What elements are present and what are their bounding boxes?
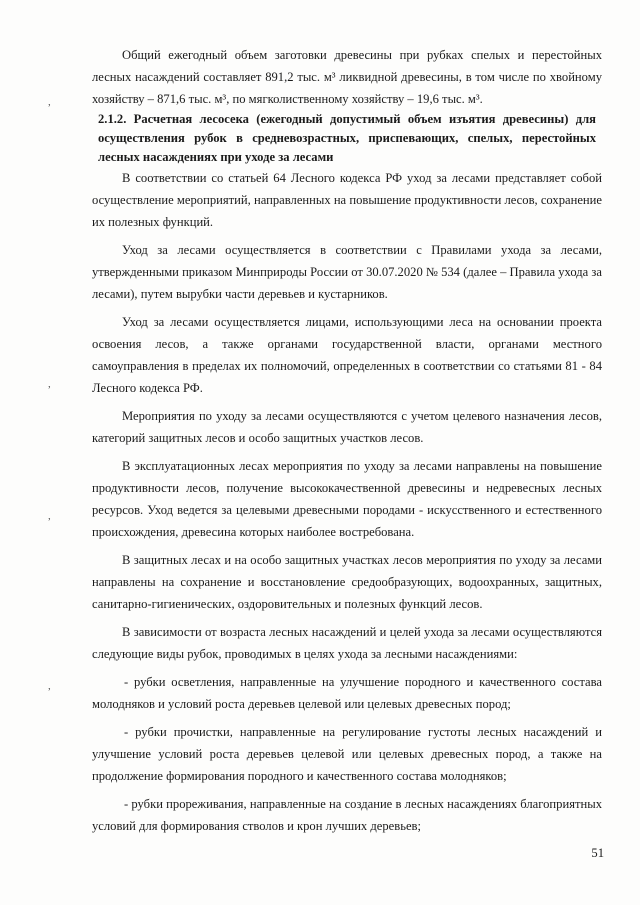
- margin-mark: ,: [48, 96, 51, 108]
- section-heading: 2.1.2. Расчетная лесосека (ежегодный допустимый объем изъятия древесины) для осуществления рубок в средневозрастных, приспевающих, спелых, перестойных лесных насаждениях при уходе за лесами: [98, 112, 596, 164]
- paragraph-rules: Уход за лесами осуществляется в соответствии с Правилами ухода за лесами, утвержденными приказом Минприроды России от 30.07.2020 № 534 (далее – Правила ухода за лесами), путем вырубки части деревьев и кустарников.: [92, 243, 602, 301]
- paragraph-felling-types: В зависимости от возраста лесных насаждений и целей ухода за лесами осуществляются следующие виды рубок, проводимых в целях ухода за лесными насаждениями:: [92, 625, 602, 661]
- bullet-clarification-felling: - рубки осветления, направленные на улучшение породного и качественного состава молодняков и условий роста деревьев целевой или целевых древесных пород;: [92, 675, 602, 711]
- intro-paragraph: Общий ежегодный объем заготовки древесины при рубках спелых и перестойных лесных насаждений составляет 891,2 тыс. м³ ликвидной древесины, в том числе по хвойному хозяйству – 871,6 тыс. м³, по мягколиственному хозяйству – 19,6 тыс. м³.: [92, 48, 602, 106]
- paragraph-performers: Уход за лесами осуществляется лицами, использующими леса на основании проекта освоения лесов, а также органами государственной власти, органами местного самоуправления в пределах их полномочий, определенных в соответствии со статьями 81 - 84 Лесного кодекса РФ.: [92, 315, 602, 395]
- document-body: [92, 44, 602, 837]
- paragraph-protective-forests: В защитных лесах и на особо защитных участках лесов мероприятия по уходу за лесами направлены на сохранение и восстановление средообразующих, водоохранных, защитных, санитарно-гигиенических, оздоровительных и полезных функций лесов.: [92, 553, 602, 611]
- margin-mark: ,: [48, 378, 51, 390]
- page-number: 51: [591, 846, 604, 860]
- paragraph-statute: В соответствии со статьей 64 Лесного кодекса РФ уход за лесами представляет собой осуществление мероприятий, направленных на повышение продуктивности лесов, сохранение их полезных функций.: [92, 171, 602, 229]
- margin-mark: ,: [48, 510, 51, 522]
- paragraph-purpose: Мероприятия по уходу за лесами осуществляются с учетом целевого назначения лесов, категорий защитных лесов и особо защитных участков лесов.: [92, 409, 602, 445]
- margin-mark: ,: [48, 680, 51, 692]
- bullet-cleaning-felling: - рубки прочистки, направленные на регулирование густоты лесных насаждений и улучшение условий роста деревьев целевой или целевых древесных пород, а также на продолжение формирования породного и качественного состава молодняков;: [92, 725, 602, 783]
- bullet-thinning-felling: - рубки прореживания, направленные на создание в лесных насаждениях благоприятных условий для формирования стволов и крон лучших деревьев;: [92, 797, 602, 833]
- paragraph-exploitation-forests: В эксплуатационных лесах мероприятия по уходу за лесами направлены на повышение продуктивности лесов, получение высококачественной древесины и недревесных лесных ресурсов. Уход ведется за целевыми древесными породами - искусственного и естественного происхождения, древесина которых наиболее востребована.: [92, 459, 602, 539]
